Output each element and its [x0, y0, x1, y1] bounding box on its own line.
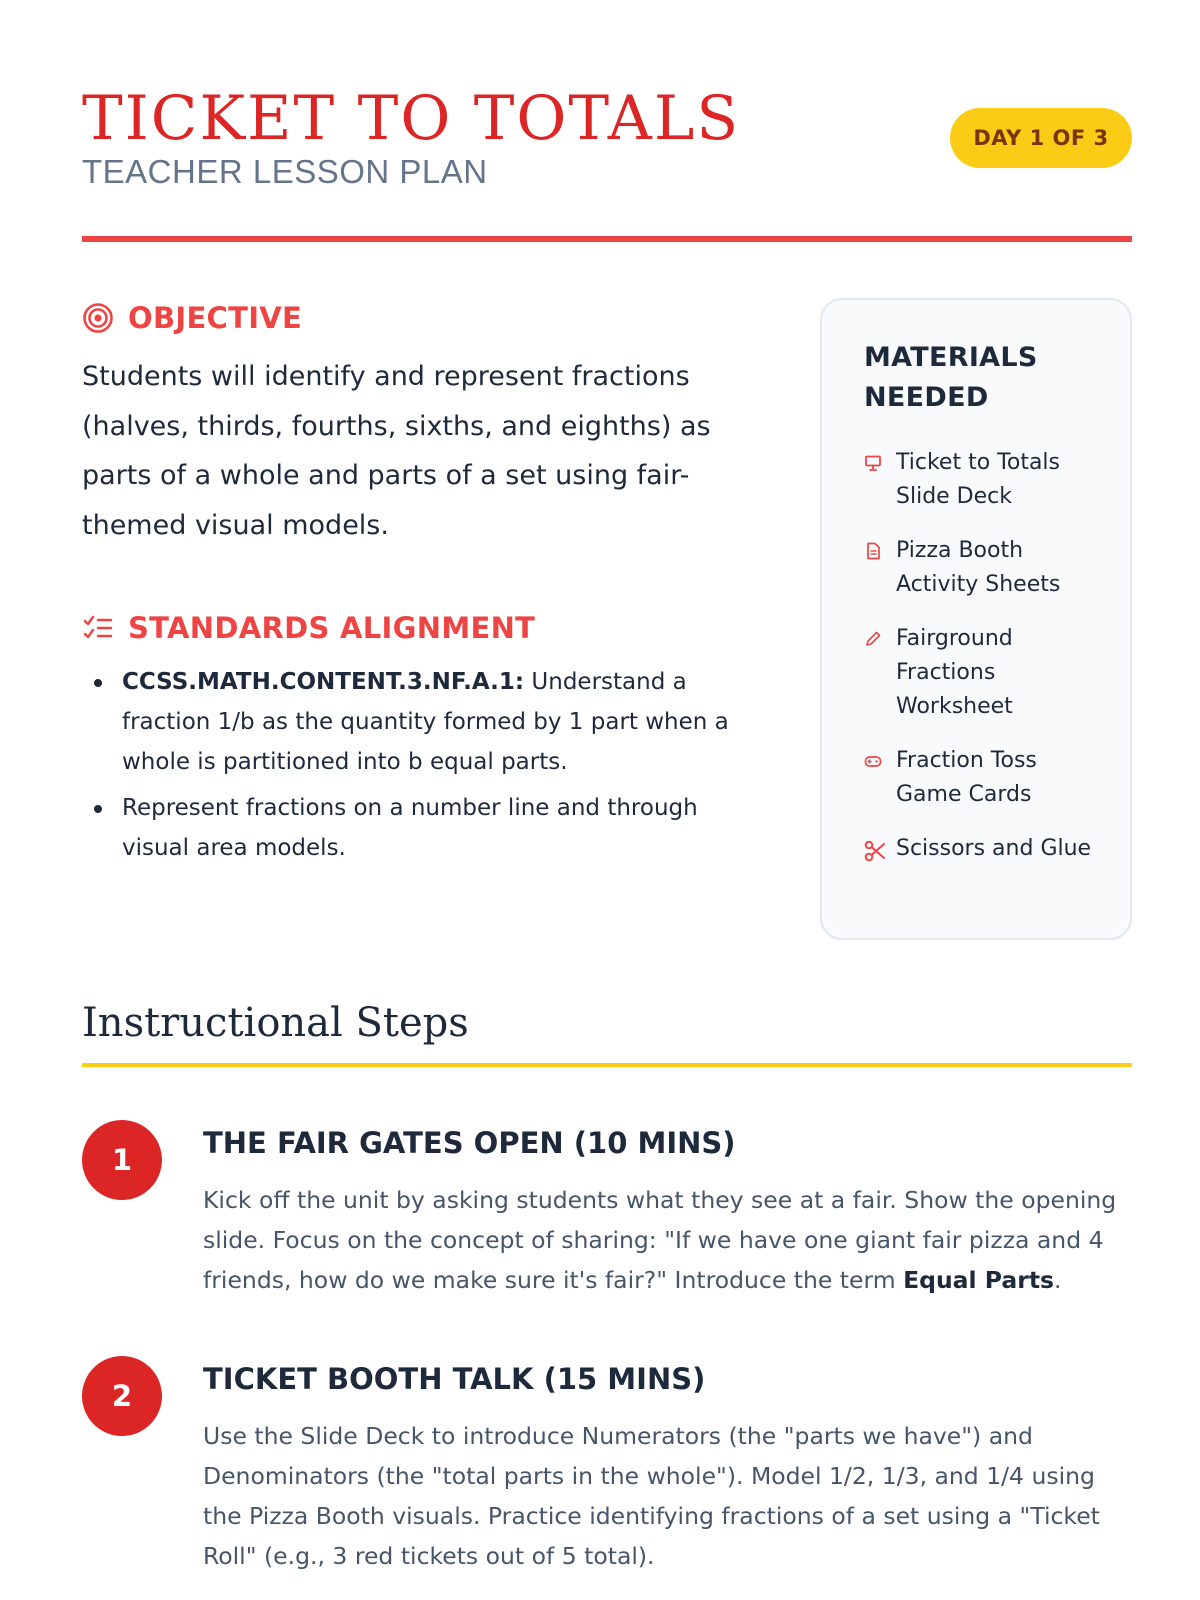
header-divider	[82, 236, 1132, 242]
standard-item	[82, 662, 762, 782]
material-label: Fraction Toss Game Cards	[896, 748, 1037, 807]
step-description	[203, 1180, 1132, 1300]
materials-heading: MATERIALS NEEDED	[864, 342, 1038, 413]
objective-section	[82, 298, 762, 550]
standard-text: Represent fractions on a number line and through visual area models.	[122, 795, 698, 861]
material-label: Pizza Booth Activity Sheets	[896, 538, 1061, 597]
material-item	[864, 832, 1106, 866]
pencil-icon	[864, 630, 882, 648]
header	[82, 84, 1132, 244]
material-item	[864, 446, 1106, 514]
day-badge: DAY 1 OF 3	[950, 108, 1132, 168]
material-label: Ticket to Totals Slide Deck	[896, 450, 1061, 509]
step-title: THE FAIR GATES OPEN (10 MINS)	[203, 1126, 736, 1160]
material-item	[864, 744, 1106, 812]
left-column	[82, 298, 762, 874]
step-number-badge: 2	[82, 1356, 162, 1436]
step-text: Kick off the unit by asking students what they see at a fair. Show the opening slide. Focus on the concept of sharing: "If we have one giant fair pizza and 4 friends, how do we make sure it's fair?" Introduce the term	[203, 1186, 1117, 1294]
step-text: Use the Slide Deck to introduce Numerators (the "parts we have") and Denominators (the "total parts in the whole"). Model 1/2, 1/3, and 1/4 using the Pizza Booth visuals. Practice identifying fractions of a set using a "Ticket Roll" (e.g., 3 red tickets out of 5 total).	[203, 1422, 1100, 1570]
document-icon	[864, 542, 882, 560]
standards-section	[82, 608, 762, 868]
step-text-end: .	[1054, 1266, 1062, 1294]
standards-list	[82, 662, 762, 868]
standards-heading-label: STANDARDS ALIGNMENT	[128, 611, 536, 645]
standards-heading	[82, 608, 762, 648]
material-item	[864, 622, 1106, 724]
step-title: TICKET BOOTH TALK (15 MINS)	[203, 1362, 706, 1396]
material-item	[864, 534, 1106, 602]
step-description	[203, 1416, 1132, 1576]
presentation-icon	[864, 454, 882, 472]
materials-list	[864, 446, 1106, 866]
page-title: TICKET TO TOTALS	[82, 83, 741, 154]
steps-divider	[82, 1063, 1132, 1067]
objective-text: Students will identify and represent fractions (halves, thirds, fourths, sixths, and eighths) as parts of a whole and parts of a set using fair-themed visual models.	[82, 361, 711, 541]
materials-panel	[820, 298, 1132, 940]
standard-item	[82, 788, 762, 868]
checklist-icon	[82, 612, 114, 644]
scissors-icon	[864, 840, 882, 858]
standard-text: Understand a fraction 1/b as the quantity formed by 1 part when a whole is partitioned into b equal parts.	[122, 669, 729, 775]
standard-code: CCSS.MATH.CONTENT.3.NF.A.1:	[122, 669, 525, 695]
objective-heading	[82, 298, 762, 338]
step-key-term: Equal Parts	[903, 1266, 1055, 1294]
gamepad-icon	[864, 752, 882, 770]
target-icon	[82, 302, 114, 334]
page-subtitle: TEACHER LESSON PLAN	[82, 153, 488, 190]
step-number-badge: 1	[82, 1120, 162, 1200]
material-label: Scissors and Glue	[896, 836, 1092, 861]
steps-heading: Instructional Steps	[82, 1000, 469, 1046]
objective-heading-label: OBJECTIVE	[128, 301, 303, 335]
material-label: Fairground Fractions Worksheet	[896, 626, 1013, 719]
